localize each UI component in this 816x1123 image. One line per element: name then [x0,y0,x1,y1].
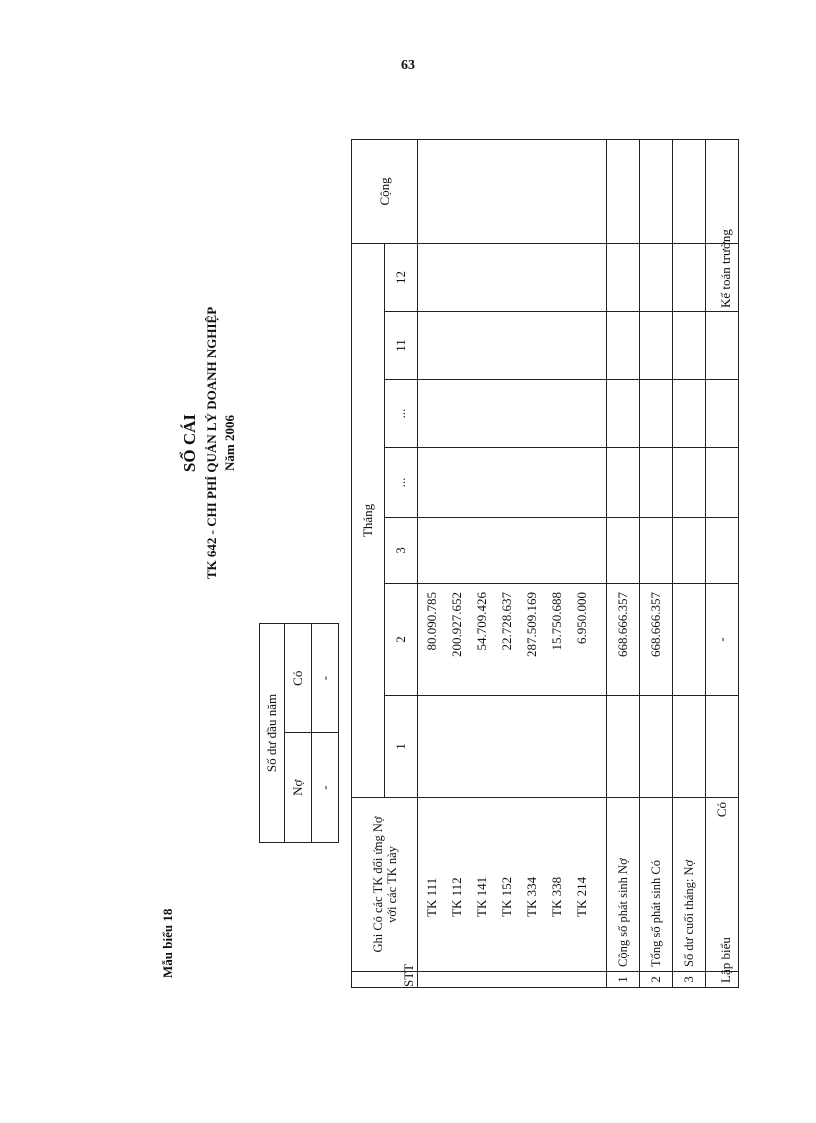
form-code: Mẫu biểu 18 [160,908,175,978]
month-group-header: Tháng [352,243,385,797]
document-subtitle: TK 642 - CHI PHÍ QUẢN LÝ DOANH NGHIỆP [204,306,219,580]
chief-accountant-signature: Kế toán trưởng [718,229,733,308]
account-name: TK 152 [499,876,514,917]
page-number: 63 [401,58,415,73]
opening-debit-label: Nợ [285,733,312,843]
month2-value-list [418,584,607,696]
prepared-by-signature: Lập biểu [718,937,733,983]
account-header [352,798,418,972]
account-name: TK 338 [549,876,564,917]
opening-credit-value: - [312,624,339,734]
month-header: 3 [385,518,418,584]
month2-value: 54.709.426 [474,592,489,651]
summary-row [673,139,706,987]
month-cell [418,243,607,311]
account-name: TK 214 [574,876,589,917]
account-header-line1: Ghi Có các TK đối ứng Nợ [370,816,385,953]
document-year: Năm 2006 [222,415,237,471]
summary-stt: 1 [607,972,640,988]
summary-label: Tổng số phát sinh Có [640,798,673,972]
account-rows [418,139,607,987]
opening-debit-value: - [312,733,339,843]
month-header: ... [385,448,418,518]
month2-value: 287.509.169 [524,592,539,657]
account-header-line2: với các TK này [384,846,399,923]
document-title: SỔ CÁI [180,413,199,473]
account-list [418,798,607,972]
month-header: 12 [385,243,418,311]
opening-balance-table [259,623,339,843]
account-name: TK 111 [424,877,439,917]
summary-label: Cộng số phát sinh Nợ [607,798,640,972]
opening-credit-label: Có [285,624,312,734]
summary-stt: 3 [673,972,706,988]
month-header: ... [385,380,418,448]
summary-month2-value: 668.666.357 [607,584,640,696]
month2-value: 200.927.652 [449,592,464,657]
opening-balance-header: Số dư đầu năm [260,624,285,843]
summary-label: Số dư cuối tháng: Nợ [673,798,706,972]
month2-value: 22.728.637 [499,592,514,651]
month1-cell [418,696,607,798]
month2-value: 6.950.000 [574,592,589,644]
month2-value: 80.090.785 [424,592,439,651]
account-name: TK 141 [474,876,489,917]
ledger-table [351,139,739,988]
summary-row [640,139,673,987]
month-header: 11 [385,312,418,380]
summary-stt: 2 [640,972,673,988]
month-cell [418,518,607,584]
summary-row [607,139,640,987]
stt-cell [418,972,607,988]
total-cell [418,139,607,243]
account-name: TK 112 [449,877,464,917]
title-block [180,63,238,823]
summary-month2-value [673,584,706,696]
account-name: TK 334 [524,876,539,917]
month2-value: 15.750.688 [549,592,564,651]
month-header: 2 [385,584,418,696]
summary-month2-value: - [706,584,739,696]
summary-label: Có [706,798,739,972]
total-header: Cộng [352,139,418,243]
month-cell [418,312,607,380]
month-cell [418,380,607,448]
month-header: 1 [385,696,418,798]
summary-month2-value: 668.666.357 [640,584,673,696]
stt-header: STT [352,972,418,988]
month-cell [418,448,607,518]
